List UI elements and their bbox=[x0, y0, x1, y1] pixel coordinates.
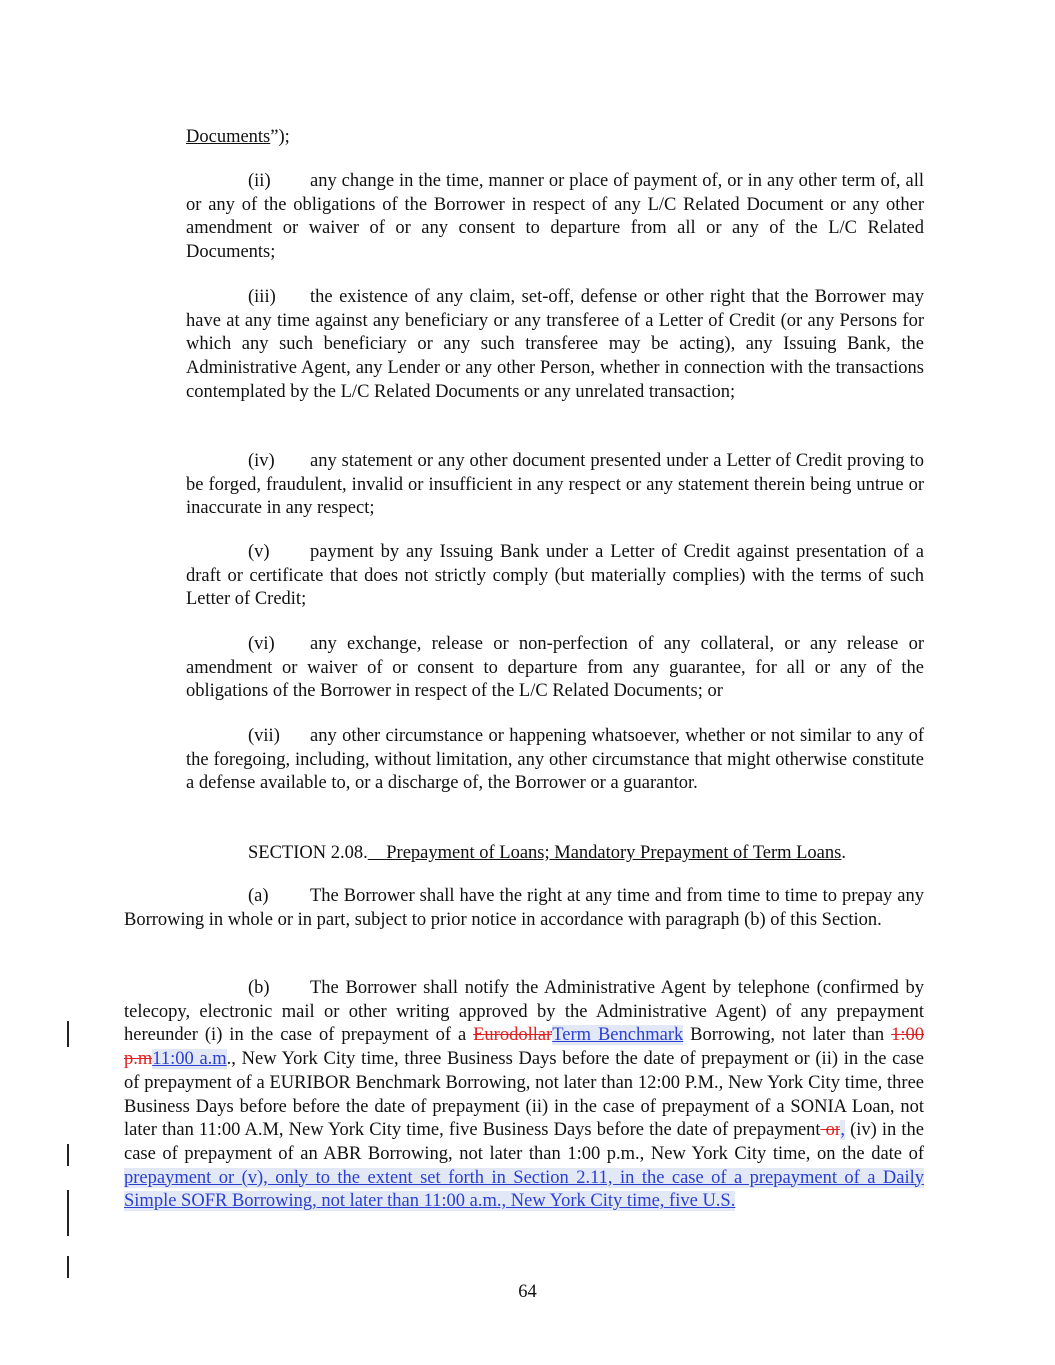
clause-label: (iii) bbox=[248, 287, 276, 307]
continuation-line: Documents”); bbox=[186, 127, 290, 147]
change-bar bbox=[67, 1256, 69, 1278]
change-bar bbox=[67, 1190, 69, 1236]
deleted-text: or bbox=[820, 1120, 841, 1141]
clause-label: (iv) bbox=[248, 451, 275, 471]
page-number: 64 bbox=[518, 1282, 537, 1302]
change-bar bbox=[67, 1021, 69, 1047]
paragraph-b: (b) The Borrower shall notify the Administrative Agent by telephone (confirmed by telecopy, electronic mail or other writing approved by the Administrative Agent) of any prepayment hereunder (i) in the case of prepayment of a EurodollarTerm Benchmark Borrowing, not later than 1:00 p.m11:00 a.m., New York City time, three Business Days before the date of prepayment or (ii) in the case of prepayment of a EURIBOR Benchmark Borrowing, not later than 12:00 P.M., New York City time, three Business Days before before the date of prepayment (ii) in the case of prepayment of a SONIA Loan, not later than 11:00 A.M, New York City time, five Business Days before the date of prepayment or, (iv) in the case of prepayment of an ABR Borrowing, not later than 1:00 p.m., New York City time, on the date of prepayment or (v), only to the extent set forth in Section 2.11, in the case of a prepayment of a Daily Simple SOFR Borrowing, not later than 11:00 a.m., New York City time, five U.S. bbox=[124, 978, 924, 1212]
paragraph-text: The Borrower shall have the right at any time and from time to time to prepay any Borrowing in whole or in part, subject to prior notice in accordance with paragraph (b) of this Section. bbox=[124, 886, 924, 930]
section-number: SECTION 2.08. bbox=[248, 843, 368, 863]
inserted-text: , bbox=[840, 1120, 845, 1141]
clause-iv bbox=[186, 450, 924, 521]
clause-label: (v) bbox=[248, 542, 270, 562]
clause-text: the existence of any claim, set-off, defense or other right that the Borrower may have at any time against any beneficiary or any transferee of a Letter of Credit (or any Persons for which any such beneficiary or any such transferee may be acting), any Issuing Bank, the Administrative Agent, any Lender or any other Person, whether in connection with the transactions contemplated by the L/C Related Documents or any unrelated transaction; bbox=[186, 287, 924, 402]
clause-vi bbox=[186, 633, 924, 704]
clause-iii bbox=[186, 286, 924, 405]
section-heading: SECTION 2.08. Prepayment of Loans; Mandatory Prepayment of Term Loans. bbox=[248, 843, 846, 863]
section-title: Prepayment of Loans; Mandatory Prepayment of Term Loans bbox=[386, 843, 842, 863]
clause-text: any other circumstance or happening whatsoever, whether or not similar to any of the foregoing, including, without limitation, any other circumstance that might otherwise constitute a defense available to, or a discharge of, the Borrower or a guarantor. bbox=[186, 726, 924, 794]
inserted-text: 11:00 a.m bbox=[152, 1049, 227, 1070]
clause-label: (ii) bbox=[248, 171, 271, 191]
clause-text: payment by any Issuing Bank under a Letter of Credit against presentation of a draft or certificate that does not strictly comply (but materially complies) with the terms of such Letter of Credit; bbox=[186, 542, 924, 610]
clause-vii bbox=[186, 725, 924, 796]
clause-label: (vi) bbox=[248, 634, 275, 654]
inserted-text: Term Benchmark bbox=[552, 1025, 684, 1046]
documents-ref: Documents bbox=[186, 127, 271, 147]
clause-text: any change in the time, manner or place of payment of, or in any other term of, all or any of the obligations of the Borrower in respect of any L/C Related Document or any other amendment or waiver of or any consent to departure from all or any of the L/C Related Documents; bbox=[186, 171, 924, 263]
paragraph-label: (b) bbox=[248, 978, 270, 998]
paragraph-label: (a) bbox=[248, 886, 269, 906]
clause-ii bbox=[186, 170, 924, 265]
clause-text: any statement or any other document presented under a Letter of Credit proving to be forged, fraudulent, invalid or insufficient in any respect or any statement therein being untrue or inaccurate in any respect; bbox=[186, 451, 924, 519]
deleted-text: 1:00 p.m bbox=[124, 1025, 924, 1070]
clause-label: (vii) bbox=[248, 726, 280, 746]
change-bar bbox=[67, 1144, 69, 1166]
clause-text: any exchange, release or non-perfection of any collateral, or any release or amendment or waiver of or consent to departure from any guarantee, for all or any of the obligations of the Borrower in respect of the L/C Related Documents; or bbox=[186, 634, 924, 702]
paragraph-a bbox=[124, 885, 924, 932]
deleted-text: Eurodollar bbox=[473, 1025, 553, 1046]
inserted-text: prepayment or (v), only to the extent set forth in Section 2.11, in the case of a prepayment of a Daily Simple SOFR Borrowing, not later than 11:00 a.m., New York City time, five U.S. bbox=[124, 1167, 924, 1212]
clause-v bbox=[186, 541, 924, 612]
